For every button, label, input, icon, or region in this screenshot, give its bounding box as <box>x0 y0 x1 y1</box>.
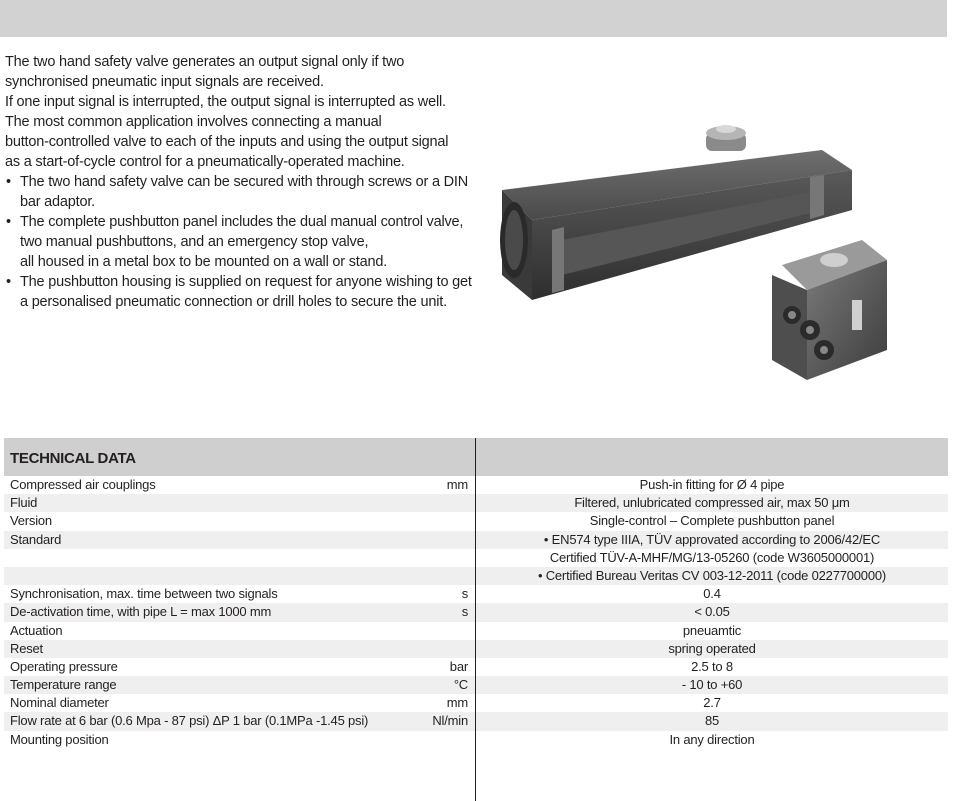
row-value: Single-control – Complete pushbutton panel <box>589 513 835 529</box>
intro-line: as a start-of-cycle control for a pneumatically-operated machine. <box>5 154 405 170</box>
row-value: 85 <box>704 713 720 729</box>
table-row <box>4 622 948 640</box>
row-unit: bar <box>449 658 468 674</box>
row-unit: s <box>461 604 468 620</box>
feature-item <box>5 272 485 312</box>
feature-line: a personalised pneumatic connection or drill holes to secure the unit. <box>20 294 447 310</box>
row-label: Standard <box>10 531 62 547</box>
row-value: In any direction <box>669 731 755 747</box>
feature-list <box>5 172 485 312</box>
row-value: Filtered, unlubricated compressed air, max 50 μm <box>574 495 850 511</box>
intro-line: The most common application involves connecting a manual <box>5 114 382 130</box>
row-label: Actuation <box>10 622 63 638</box>
feature-item <box>5 212 485 272</box>
row-unit: Nl/min <box>432 713 468 729</box>
row-label: Reset <box>10 640 43 656</box>
row-value: < 0.05 <box>694 604 730 620</box>
product-photo <box>492 115 912 385</box>
table-row <box>4 731 948 749</box>
pushbutton <box>706 125 746 151</box>
intro-text <box>5 52 485 312</box>
table-row <box>4 640 948 658</box>
feature-line: • The complete pushbutton panel includes the dual manual control valve, <box>20 214 464 230</box>
row-label: Synchronisation, max. time between two signals <box>10 586 278 602</box>
table-title: TECHNICAL DATA <box>10 450 136 467</box>
valve-block <box>772 240 887 380</box>
row-label: Compressed air couplings <box>10 477 156 492</box>
intro-line: If one input signal is interrupted, the output signal is interrupted as well. <box>5 94 446 110</box>
row-value: • EN574 type IIIA, TÜV approvated according to 2006/42/EC <box>543 531 881 547</box>
feature-line: • The pushbutton housing is supplied on request for anyone wishing to get <box>20 274 472 290</box>
table-row <box>4 585 948 603</box>
table-body <box>4 476 948 749</box>
row-value: 2.5 to 8 <box>691 658 733 674</box>
technical-data-table <box>4 438 948 801</box>
table-row <box>4 549 948 567</box>
row-unit: mm <box>446 695 468 711</box>
row-label: De-activation time, with pipe L = max 1000 mm <box>10 604 272 620</box>
row-label: Operating pressure <box>10 658 118 674</box>
row-label: Version <box>10 513 52 529</box>
feature-line: • The two hand safety valve can be secured with through screws or a DIN <box>20 174 469 190</box>
row-unit: s <box>461 586 468 602</box>
table-row <box>4 512 948 530</box>
row-label: Mounting position <box>10 731 109 747</box>
row-unit: °C <box>453 677 468 693</box>
top-header-band <box>0 0 947 37</box>
feature-line: two manual pushbuttons, and an emergency stop valve, <box>20 234 369 250</box>
feature-item <box>5 172 485 212</box>
row-value: • Certified Bureau Veritas CV 003-12-2011 (code 0227700000) <box>537 567 887 583</box>
row-label: Fluid <box>10 495 38 511</box>
table-header <box>4 438 948 476</box>
row-unit: mm <box>446 477 468 492</box>
table-row <box>4 494 948 512</box>
intro-line: The two hand safety valve generates an output signal only if two <box>5 54 405 70</box>
row-value: 0.4 <box>703 586 721 602</box>
row-value: Certified TÜV-A-MHF/MG/13-05260 (code W3605000001) <box>549 549 875 565</box>
table-row <box>4 658 948 676</box>
table-row <box>4 694 948 712</box>
table-row <box>4 603 948 621</box>
row-label: Nominal diameter <box>10 695 109 711</box>
row-label: Temperature range <box>10 677 117 693</box>
feature-line: bar adaptor. <box>20 194 95 210</box>
intro-line: synchronised pneumatic input signals are received. <box>5 74 324 90</box>
intro-line: button-controlled valve to each of the inputs and using the output signal <box>5 134 449 150</box>
table-row <box>4 476 948 494</box>
row-value: pneuamtic <box>682 622 742 638</box>
table-row <box>4 531 948 549</box>
row-value: 2.7 <box>703 695 721 711</box>
row-value: spring operated <box>668 640 756 656</box>
feature-line: all housed in a metal box to be mounted on a wall or stand. <box>20 254 388 270</box>
row-value: - 10 to +60 <box>681 677 743 693</box>
table-row <box>4 676 948 694</box>
table-row <box>4 712 948 730</box>
row-value: Push-in fitting for Ø 4 pipe <box>639 477 785 492</box>
table-row <box>4 567 948 585</box>
column-divider <box>475 438 476 801</box>
row-label: Flow rate at 6 bar (0.6 Mpa - 87 psi) ΔP 1 bar (0.1MPa -1.45 psi) <box>10 713 369 729</box>
